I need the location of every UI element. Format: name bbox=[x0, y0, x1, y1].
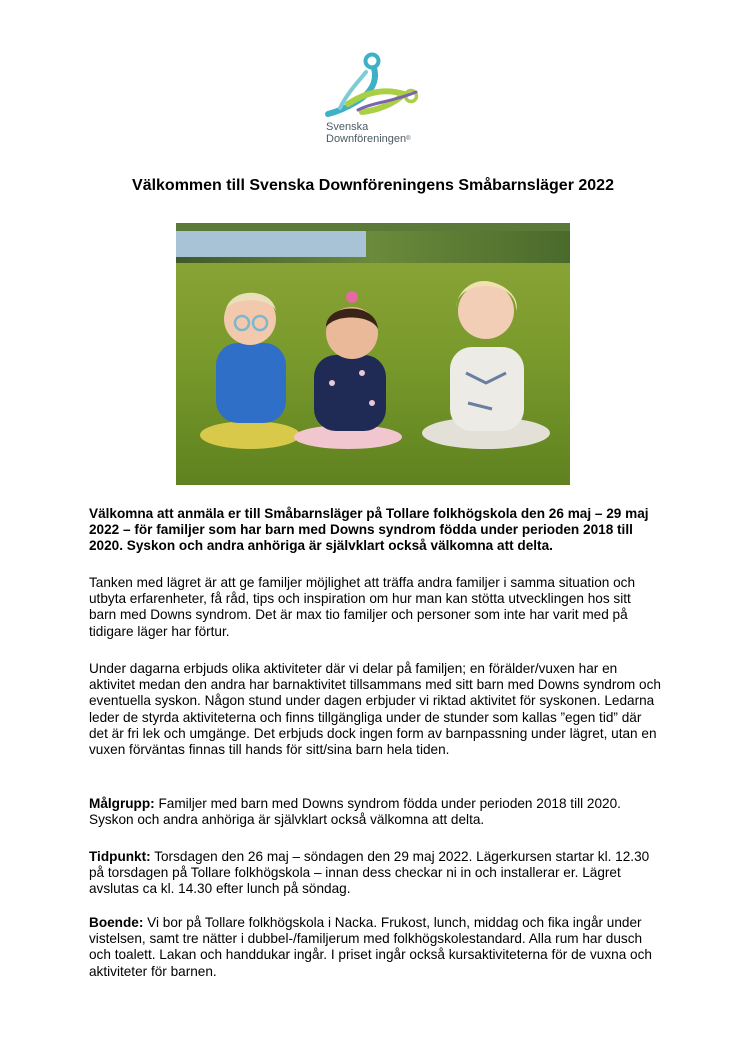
children-photo bbox=[176, 223, 570, 485]
logo-line-2: Downföreningen bbox=[326, 133, 407, 145]
target-group-label: Målgrupp: bbox=[89, 796, 155, 811]
accommodation-label: Boende: bbox=[89, 915, 144, 930]
time-label: Tidpunkt: bbox=[89, 849, 151, 864]
logo-wordmark bbox=[326, 121, 411, 145]
time-paragraph bbox=[89, 849, 661, 898]
logo-figure-icon bbox=[318, 52, 428, 122]
target-group-paragraph bbox=[89, 796, 661, 828]
accommodation-paragraph bbox=[89, 915, 661, 980]
time-text: Torsdagen den 26 maj – söndagen den 29 maj 2022. Lägerkursen startar kl. 12.30 på torsdagen på Tollare folkhögskola – innan dess checkar ni in och installerar er. Lägret avslutas ca kl. 14.30 efter lunch på söndag. bbox=[89, 849, 650, 897]
page-title: Välkommen till Svenska Downföreningens Småbarnsläger 2022 bbox=[132, 177, 614, 194]
purpose-paragraph: Tanken med lägret är att ge familjer möjlighet att träffa andra familjer i samma situation och utbyta erfarenheter, få råd, tips och inspiration om hur man kan stötta utvecklingen hos sitt barn med Downs syndrom. Det är max tio familjer och personer som inte har varit med på tidigare läger har förtur. bbox=[89, 575, 636, 639]
activities-paragraph: Under dagarna erbjuds olika aktiviteter där vi delar på familjen; en förälder/vuxen har en aktivitet medan den andra har barnaktivitet tillsammans med sitt barn med Downs syndrom och eventuella syskon. Någon stund under dagen erbjuder vi riktad aktivitet för syskonen. Ledarna leder de styrda aktiviteterna och finns tillgängliga under de stunder som kallas ”egen tid” där det är fri lek och umgänge. Det erbjuds dock ingen form av barnpassning under lägret, utan en vuxen förväntas finnas till hands för sitt/sina barn hela tiden. bbox=[89, 661, 661, 758]
logo-trademark: ® bbox=[406, 136, 411, 142]
organization-logo bbox=[318, 52, 428, 150]
target-group-text: Familjer med barn med Downs syndrom födda under perioden 2018 till 2020. Syskon och andra anhöriga är självklart också välkomna att delta. bbox=[89, 796, 621, 828]
logo-line-1: Svenska bbox=[326, 121, 369, 133]
intro-paragraph: Välkomna att anmäla er till Småbarnsläger på Tollare folkhögskola den 26 maj – 29 maj 2022 – för familjer som har barn med Downs syndrom födda under perioden 2018 till 2020. Syskon och andra anhöriga är självklart också välkomna att delta. bbox=[89, 506, 649, 554]
accommodation-text: Vi bor på Tollare folkhögskola i Nacka. Frukost, lunch, middag och fika ingår under vistelsen, samt tre nätter i dubbel-/familjerum med folkhögskolestandard. Alla rum har dusch och toalett. Lakan och handdukar ingår. I priset ingår också kursaktiviteterna för de vuxna och aktiviteter för barnen. bbox=[89, 915, 652, 979]
